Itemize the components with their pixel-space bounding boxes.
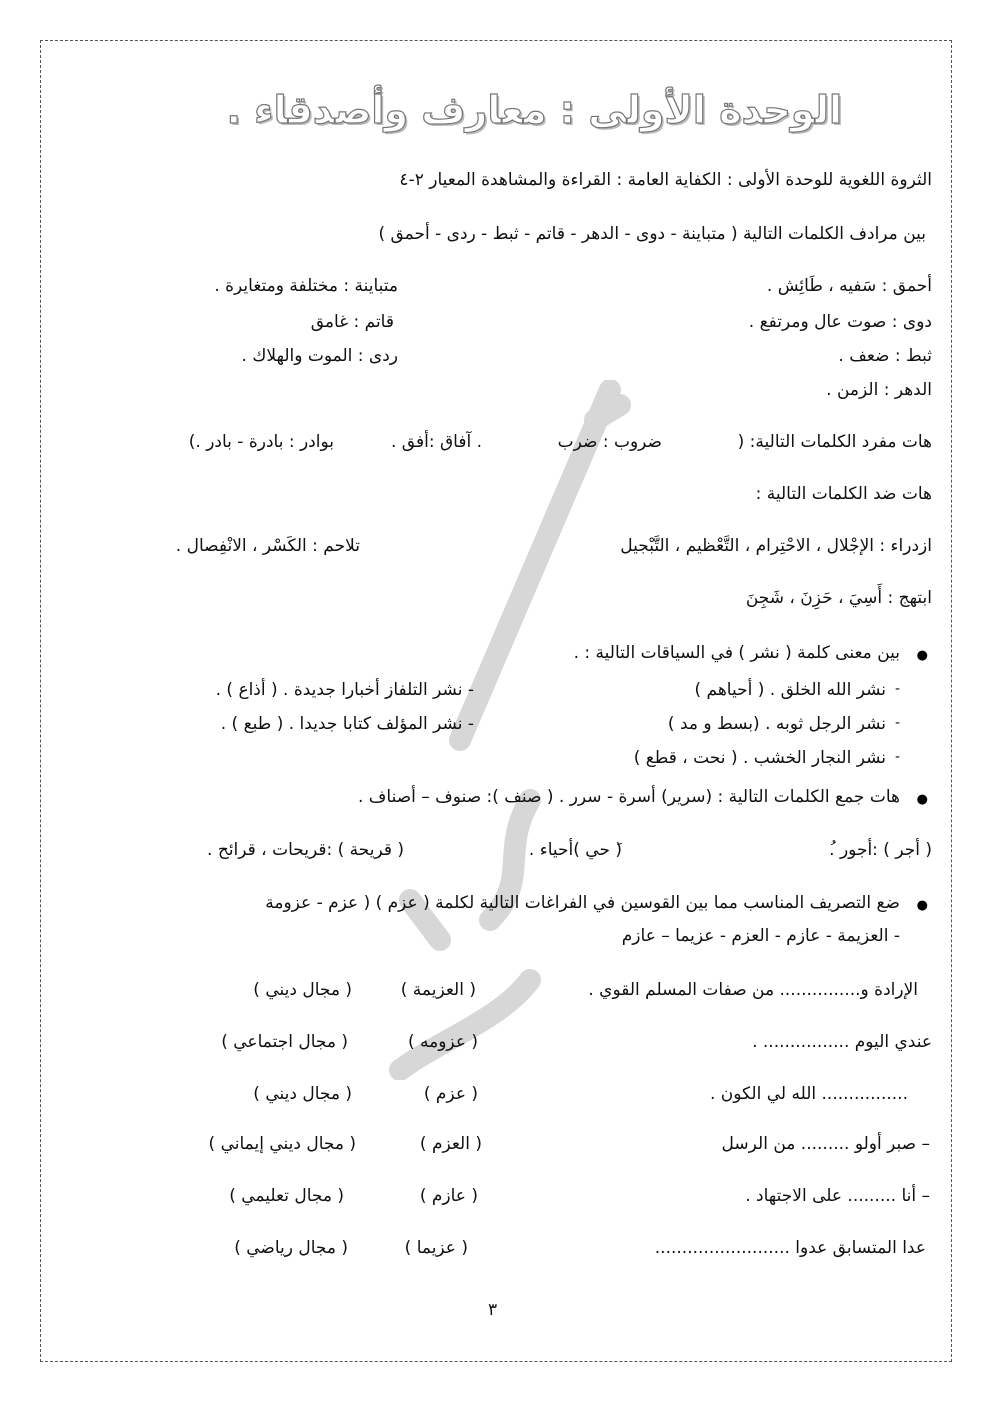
conjugation-sentence-4: – صبر أولو ......... من الرسل: [721, 1134, 930, 1154]
meanings-instruction: بين معنى كلمة ( نشر ) في السياقات التالية : .: [573, 643, 900, 663]
page-number: ٣: [488, 1300, 498, 1320]
antonym-3: ابتهج : أَسِيَ ، حَزِنَ ، شَجِنَ: [745, 588, 932, 608]
singular-item-2: . آفاق :أفق .: [391, 432, 482, 452]
meaning-right-3: نشر النجار الخشب . ( نحت ، قطع ): [633, 748, 886, 768]
conjugation-field-2: ( مجال اجتماعي ): [221, 1032, 348, 1052]
synonym-left-3: ردى : الموت والهلاك .: [241, 346, 398, 366]
conjugation-field-3: ( مجال ديني ): [253, 1084, 352, 1104]
conjugation-field-1: ( مجال ديني ): [253, 980, 352, 1000]
meaning-right-1: نشر الله الخلق . ( أحياهم ): [694, 680, 886, 700]
page-title: الوحدة الأولى : معارف وأصدقاء .: [226, 88, 842, 132]
conjugation-instruction-2: - العزيمة - عازم - العزم - عزيما – عازم: [621, 926, 900, 946]
synonym-left-1: متباينة : مختلفة ومتغايرة .: [214, 276, 398, 296]
conjugation-field-5: ( مجال تعليمي ): [229, 1186, 344, 1206]
antonyms-instruction: هات ضد الكلمات التالية :: [755, 484, 932, 504]
singular-item-3: بوادر : بادرة - بادر .): [188, 432, 334, 452]
antonym-2: تلاحم : الكَسْر ، الانْفِصال .: [175, 536, 360, 556]
conjugation-sentence-2: عندي اليوم ................ .: [752, 1032, 932, 1052]
dash-marker: -: [894, 715, 900, 731]
conjugation-answer-1: ( العزيمة ): [400, 980, 476, 1000]
header-line: الثروة اللغوية للوحدة الأولى : الكفاية العامة : القراءة والمشاهدة المعيار ٢-٤: [399, 170, 932, 190]
conjugation-sentence-1: الإرادة و............... من صفات المسلم القوي .: [588, 980, 918, 1000]
bullet-icon: ●: [916, 648, 928, 663]
conjugation-answer-5: ( عازم ): [419, 1186, 478, 1206]
meaning-right-2: نشر الرجل ثوبه . (بسط و مد ): [667, 714, 886, 734]
conjugation-answer-3: ( عزم ): [423, 1084, 478, 1104]
conjugation-sentence-3: ................ الله لي الكون .: [709, 1084, 908, 1104]
synonym-right-2: دوى : صوت عال ومرتفع .: [748, 312, 932, 332]
synonym-right-3: ثبط : ضعف .: [838, 346, 932, 366]
conjugation-answer-6: ( عزيما ): [404, 1238, 468, 1258]
bullet-icon: ●: [916, 898, 928, 913]
meaning-left-2: - نشر المؤلف كتابا جديدا . ( طبع ) .: [220, 714, 474, 734]
conjugation-field-4: ( مجال ديني إيماني ): [208, 1134, 356, 1154]
bullet-icon: ●: [916, 792, 928, 807]
plural-b: (َ حي )أحياء .: [528, 840, 622, 860]
conjugation-answer-4: ( العزم ): [419, 1134, 482, 1154]
plurals-line-1: هات جمع الكلمات التالية : (سرير) أسرة - سرر . ( صنف ): صنوف – أصناف .: [357, 787, 900, 807]
conjugation-field-6: ( مجال رياضي ): [234, 1238, 348, 1258]
synonym-left-2: قاتم : غامق: [310, 312, 394, 332]
conjugation-instruction: ضع التصريف المناسب مما بين القوسين في الفراغات التالية لكلمة ( عزم ) ( عزم - عزومة: [265, 893, 900, 913]
singular-prefix: هات مفرد الكلمات التالية: (: [737, 432, 932, 452]
dash-marker: -: [894, 681, 900, 697]
synonym-right-1: أحمق : سَفيه ، طَائِش .: [766, 276, 932, 296]
plural-a: ( أجر ) :أجور .ُ: [829, 840, 932, 860]
singular-item-1: ضروب : ضرب: [557, 432, 662, 452]
dash-marker: -: [894, 749, 900, 765]
meaning-left-1: - نشر التلفاز أخبارا جديدة . ( أذاع ) .: [215, 680, 474, 700]
synonym-right-4: الدهر : الزمن .: [826, 380, 932, 400]
conjugation-answer-2: ( عزومه ): [407, 1032, 478, 1052]
synonyms-instruction: بين مرادف الكلمات التالية ( متباينة - دوى - الدهر - قاتم - ثبط - ردى - أحمق ): [378, 224, 926, 244]
conjugation-sentence-5: – أنا ......... على الاجتهاد .: [745, 1186, 930, 1206]
conjugation-sentence-6: عدا المتسابق عدوا .........................: [654, 1238, 926, 1258]
antonym-1: ازدراء : الإجْلال ، الاحْتِرام ، التَّعْظيم ، التَّبْجيل: [620, 536, 932, 556]
plural-c: ( قريحة ) :قريحات ، قرائح .: [207, 840, 404, 860]
